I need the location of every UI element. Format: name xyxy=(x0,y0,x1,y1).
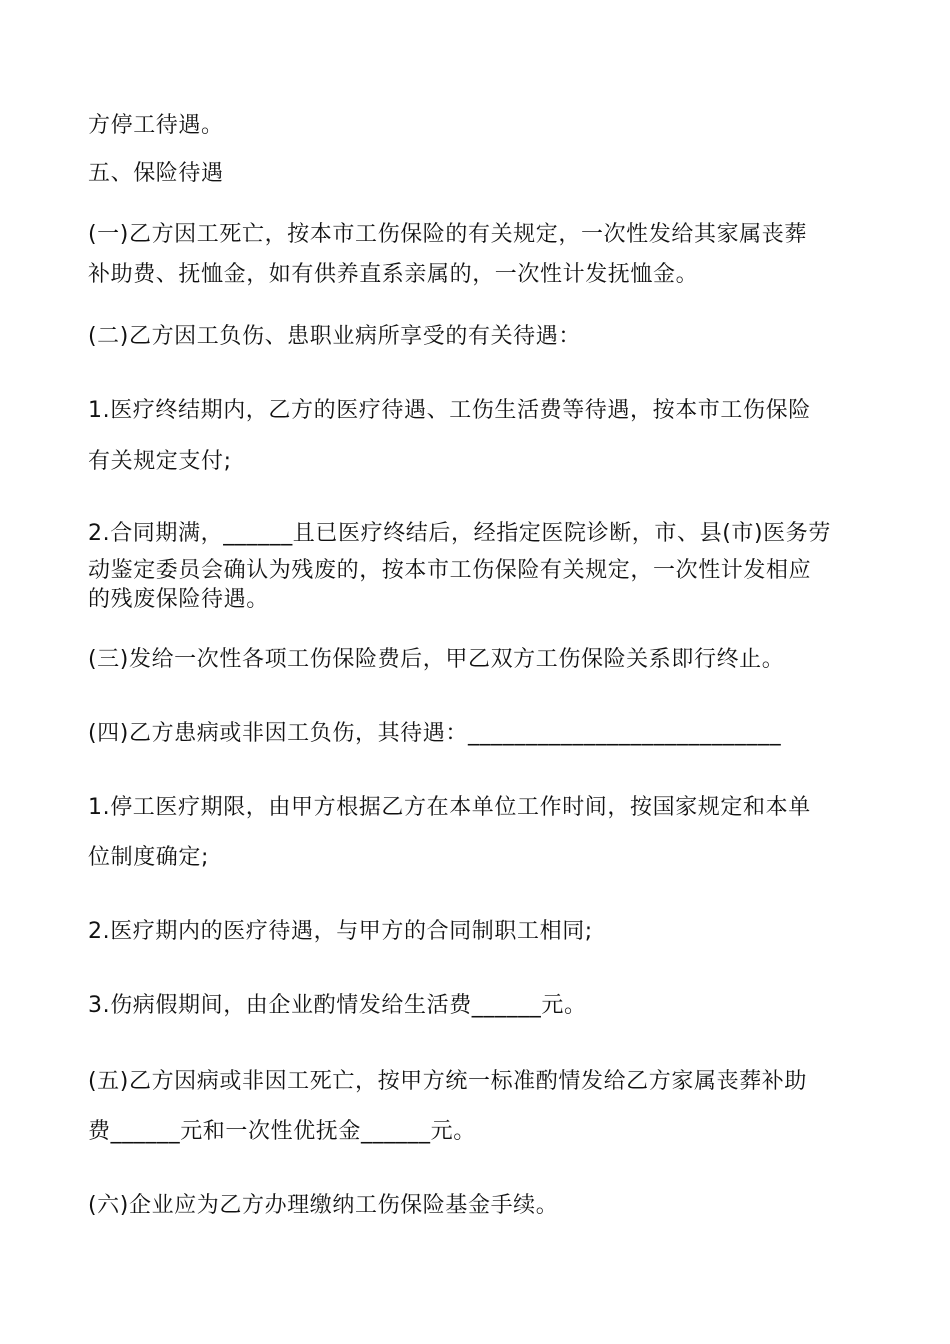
text-line: (四)乙方患病或非因工负伤，其待遇：___________________________ xyxy=(88,721,782,746)
text-line: (三)发给一次性各项工伤保险费后，甲乙双方工伤保险关系即行终止。 xyxy=(88,647,785,672)
text-line: 2.医疗期内的医疗待遇，与甲方的合同制职工相同; xyxy=(88,919,593,944)
text-line: 1.停工医疗期限，由甲方根据乙方在本单位工作时间，按国家规定和本单 xyxy=(88,795,811,820)
text-line: 的残废保险待遇。 xyxy=(88,587,269,612)
text-line: 1.医疗终结期内，乙方的医疗待遇、工伤生活费等待遇，按本市工伤保险 xyxy=(88,398,811,423)
text-line: 有关规定支付; xyxy=(88,449,232,474)
text-line: 位制度确定; xyxy=(88,845,210,870)
text-line: 方停工待遇。 xyxy=(88,113,224,138)
text-line: 动鉴定委员会确认为残废的，按本市工伤保险有关规定，一次性计发相应 xyxy=(88,558,812,583)
text-line: (五)乙方因病或非因工死亡，按甲方统一标准酌情发给乙方家属丧葬补助 xyxy=(88,1069,807,1094)
text-line: (六)企业应为乙方办理缴纳工伤保险基金手续。 xyxy=(88,1193,559,1218)
text-line: 费______元和一次性优抚金______元。 xyxy=(88,1119,476,1144)
section-heading: 五、保险待遇 xyxy=(88,161,224,186)
text-line: 3.伤病假期间，由企业酌情发给生活费______元。 xyxy=(88,993,587,1018)
text-line: (二)乙方因工负伤、患职业病所享受的有关待遇： xyxy=(88,324,581,349)
text-line: 2.合同期满，______且已医疗终结后，经指定医院诊断，市、县(市)医务劳 xyxy=(88,521,831,546)
text-line: (一)乙方因工死亡，按本市工伤保险的有关规定，一次性发给其家属丧葬 xyxy=(88,222,807,247)
text-line: 补助费、抚恤金，如有供养直系亲属的，一次性计发抚恤金。 xyxy=(88,262,699,287)
